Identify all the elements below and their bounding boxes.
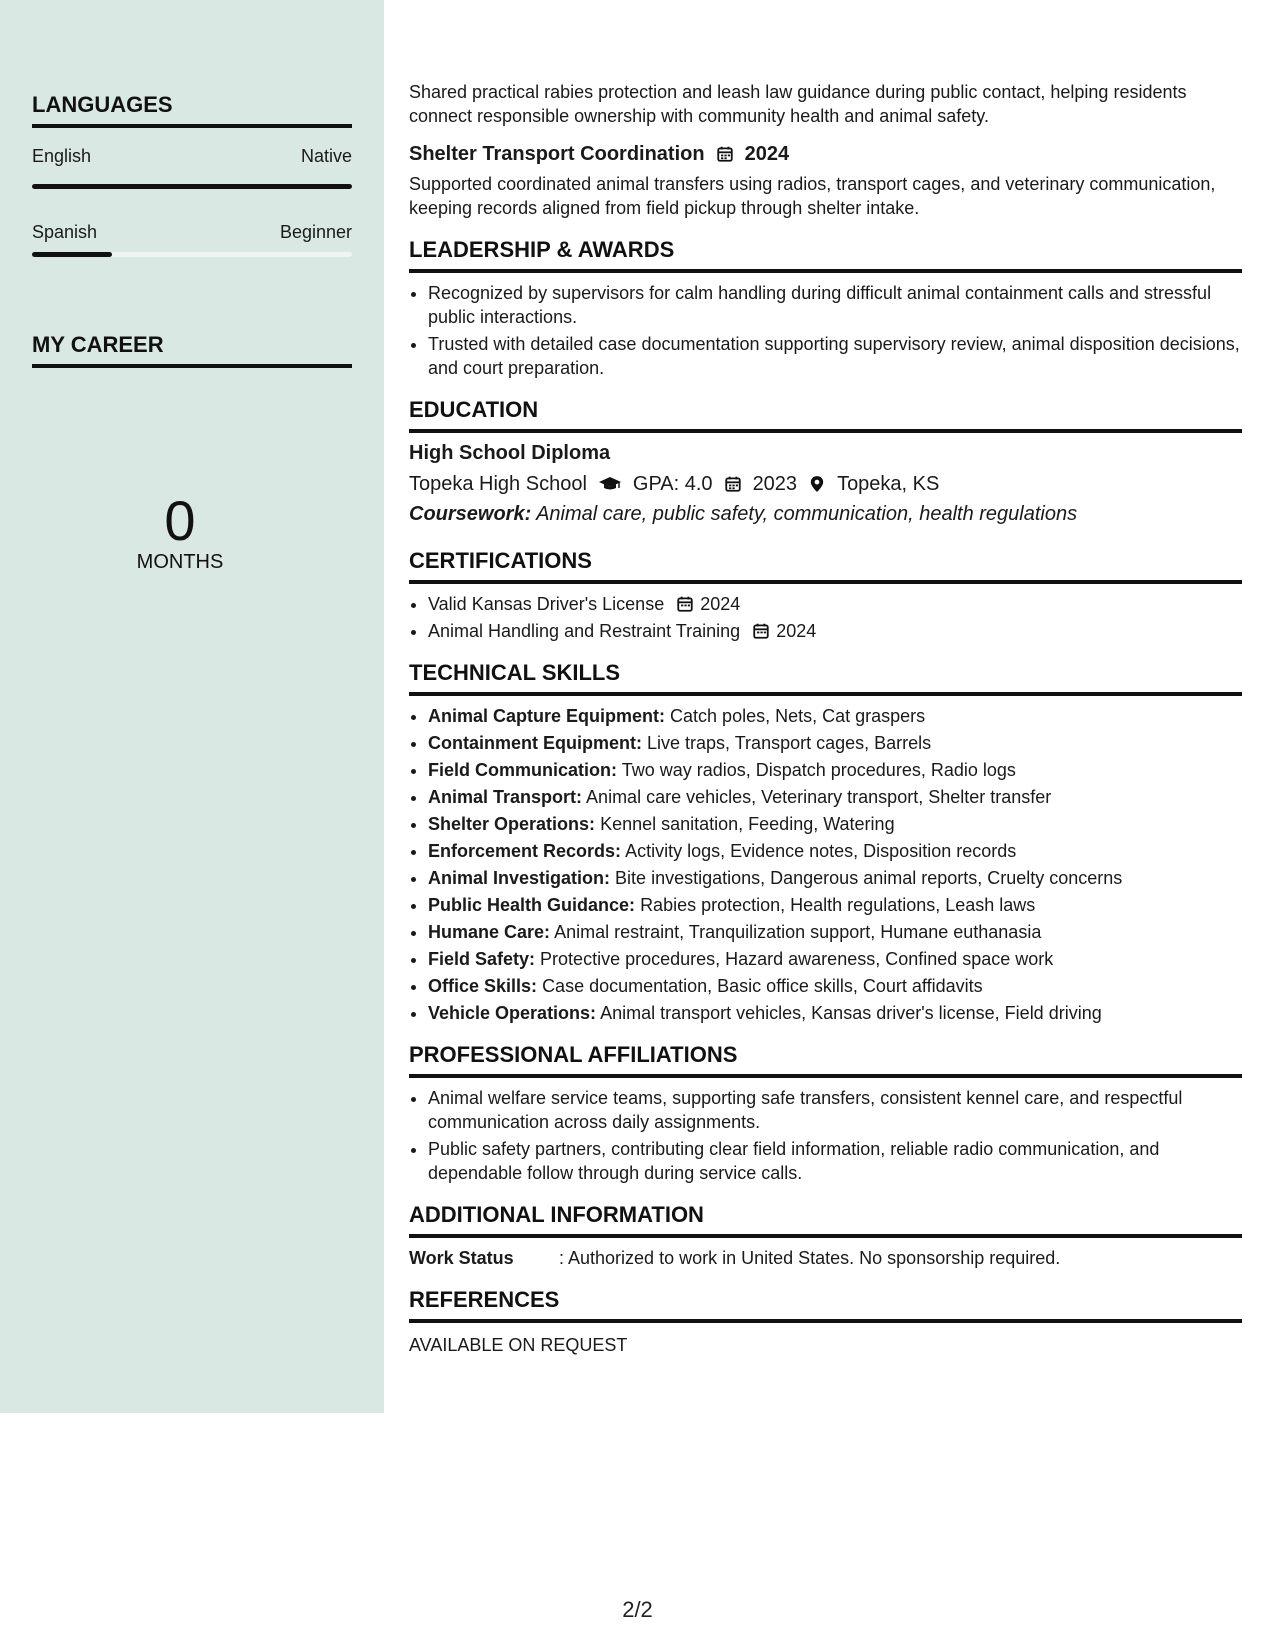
- list-item: [428, 920, 1242, 944]
- list-item: [428, 785, 1242, 809]
- skill-value: Animal transport vehicles, Kansas driver's license, Field driving: [600, 1003, 1102, 1023]
- skill-value: Two way radios, Dispatch procedures, Radio logs: [621, 760, 1016, 780]
- skill-label: Field Communication:: [428, 760, 617, 780]
- graduation-cap-icon: [597, 474, 623, 494]
- skill-value: Bite investigations, Dangerous animal reports, Cruelty concerns: [615, 868, 1123, 888]
- skill-value: Rabies protection, Health regulations, Leash laws: [640, 895, 1036, 915]
- language-bar-fill: [32, 184, 352, 189]
- list-item: [428, 704, 1242, 728]
- cert-name: Valid Kansas Driver's License: [428, 594, 665, 614]
- project-title: Shelter Transport Coordination: [409, 143, 705, 165]
- list-item: [428, 758, 1242, 782]
- language-name: English: [32, 146, 92, 166]
- coursework-text: Animal care, public safety, communication, health regulations: [536, 503, 1078, 525]
- career-unit: MONTHS: [136, 551, 224, 573]
- skill-label: Enforcement Records:: [428, 841, 622, 861]
- education-gpa: GPA: 4.0: [632, 473, 713, 495]
- skill-label: Field Safety:: [428, 949, 536, 969]
- cert-year: 2024: [700, 594, 741, 614]
- language-bar-english: [32, 184, 352, 189]
- page-number: 2/2: [622, 1597, 653, 1622]
- project-year: 2024: [744, 143, 790, 165]
- education-year: 2023: [752, 473, 798, 495]
- list-item: [428, 731, 1242, 755]
- skill-label: Public Health Guidance:: [428, 895, 636, 915]
- education-heading: EDUCATION: [409, 396, 1242, 433]
- skill-label: Animal Investigation:: [428, 868, 611, 888]
- list-item: [428, 619, 1242, 643]
- language-row-english: [32, 146, 352, 167]
- list-item: • Recognized by supervisors for calm handling during difficult animal containment calls and stressful public interactions.: [428, 281, 1242, 329]
- language-level: Beginner: [279, 222, 352, 242]
- list-item: [428, 866, 1242, 890]
- skill-value: Live traps, Transport cages, Barrels: [647, 733, 932, 753]
- skill-value: Kennel sanitation, Feeding, Watering: [600, 814, 895, 834]
- skill-label: Containment Equipment:: [428, 733, 642, 753]
- list-item: [428, 812, 1242, 836]
- project-title-row: [409, 142, 1242, 166]
- list-item: [428, 839, 1242, 863]
- career-heading: MY CAREER: [32, 332, 352, 368]
- career-value: 0: [164, 489, 196, 552]
- list-item: [428, 592, 1242, 616]
- skill-value: Activity logs, Evidence notes, Disposition records: [625, 841, 1017, 861]
- skill-label: Humane Care:: [428, 922, 551, 942]
- list-item: [428, 1001, 1242, 1025]
- skill-label: Shelter Operations:: [428, 814, 596, 834]
- skill-value: Protective procedures, Hazard awareness, Confined space work: [540, 949, 1054, 969]
- language-bar-fill: [32, 252, 112, 257]
- cert-name: Animal Handling and Restraint Training: [428, 621, 741, 641]
- skill-value: Catch poles, Nets, Cat graspers: [670, 706, 926, 726]
- additional-info-heading: ADDITIONAL INFORMATION: [409, 1201, 1242, 1238]
- work-status-value: : Authorized to work in United States. No sponsorship required.: [559, 1248, 1061, 1268]
- education-details: [409, 471, 1242, 497]
- work-status-row: [409, 1246, 1242, 1270]
- skill-value: Animal care vehicles, Veterinary transport, Shelter transfer: [586, 787, 1052, 807]
- references-text: AVAILABLE ON REQUEST: [409, 1335, 628, 1355]
- education-location: Topeka, KS: [837, 473, 940, 495]
- education-school: Topeka High School: [409, 473, 587, 495]
- work-status-label: Work Status: [409, 1248, 514, 1268]
- leadership-list: [428, 281, 1242, 380]
- calendar-icon: [723, 474, 743, 494]
- sidebar: [0, 0, 384, 1413]
- project-description: Supported coordinated animal transfers using radios, transport cages, and veterinary communication, keeping records aligned from field pickup through shelter intake.: [409, 174, 1216, 218]
- languages-heading: LANGUAGES: [32, 92, 352, 128]
- certifications-heading: CERTIFICATIONS: [409, 547, 1242, 584]
- technical-skills-list: [428, 704, 1242, 1025]
- list-item: [428, 893, 1242, 917]
- list-item: • Animal welfare service teams, supporting safe transfers, consistent kennel care, and respectful communication across daily assignments.: [428, 1086, 1242, 1134]
- language-level: Native: [300, 146, 352, 166]
- list-item: [428, 974, 1242, 998]
- skill-value: Case documentation, Basic office skills, Court affidavits: [542, 976, 983, 996]
- skill-label: Animal Capture Equipment:: [428, 706, 666, 726]
- calendar-icon: [675, 594, 695, 614]
- intro-paragraph: Shared practical rabies protection and leash law guidance during public contact, helping residents connect responsible ownership with community health and animal safety.: [409, 82, 1187, 126]
- map-pin-icon: [807, 474, 827, 494]
- language-row-spanish: [32, 222, 352, 243]
- calendar-icon: [751, 621, 771, 641]
- skill-label: Vehicle Operations:: [428, 1003, 597, 1023]
- references-heading: REFERENCES: [409, 1286, 1242, 1323]
- certifications-list: [428, 592, 1242, 643]
- education-degree: High School Diploma: [409, 442, 611, 464]
- main-content: [409, 80, 1242, 1357]
- language-bar-spanish: [32, 252, 352, 257]
- leadership-heading: LEADERSHIP & AWARDS: [409, 236, 1242, 273]
- affiliations-list: [428, 1086, 1242, 1185]
- affiliations-heading: PROFESSIONAL AFFILIATIONS: [409, 1041, 1242, 1078]
- calendar-icon: [715, 144, 735, 164]
- cert-year: 2024: [776, 621, 817, 641]
- skill-value: Animal restraint, Tranquilization support, Humane euthanasia: [554, 922, 1042, 942]
- skill-label: Office Skills:: [428, 976, 538, 996]
- technical-skills-heading: TECHNICAL SKILLS: [409, 659, 1242, 696]
- coursework-label: Coursework:: [409, 503, 532, 525]
- skill-label: Animal Transport:: [428, 787, 583, 807]
- list-item: • Trusted with detailed case documentation supporting supervisory review, animal disposition decisions, and court preparation.: [428, 332, 1242, 380]
- education-coursework: [409, 501, 1242, 527]
- language-name: Spanish: [32, 222, 98, 242]
- list-item: [428, 947, 1242, 971]
- list-item: • Public safety partners, contributing clear field information, reliable radio communication, and dependable follow through during service calls.: [428, 1137, 1242, 1185]
